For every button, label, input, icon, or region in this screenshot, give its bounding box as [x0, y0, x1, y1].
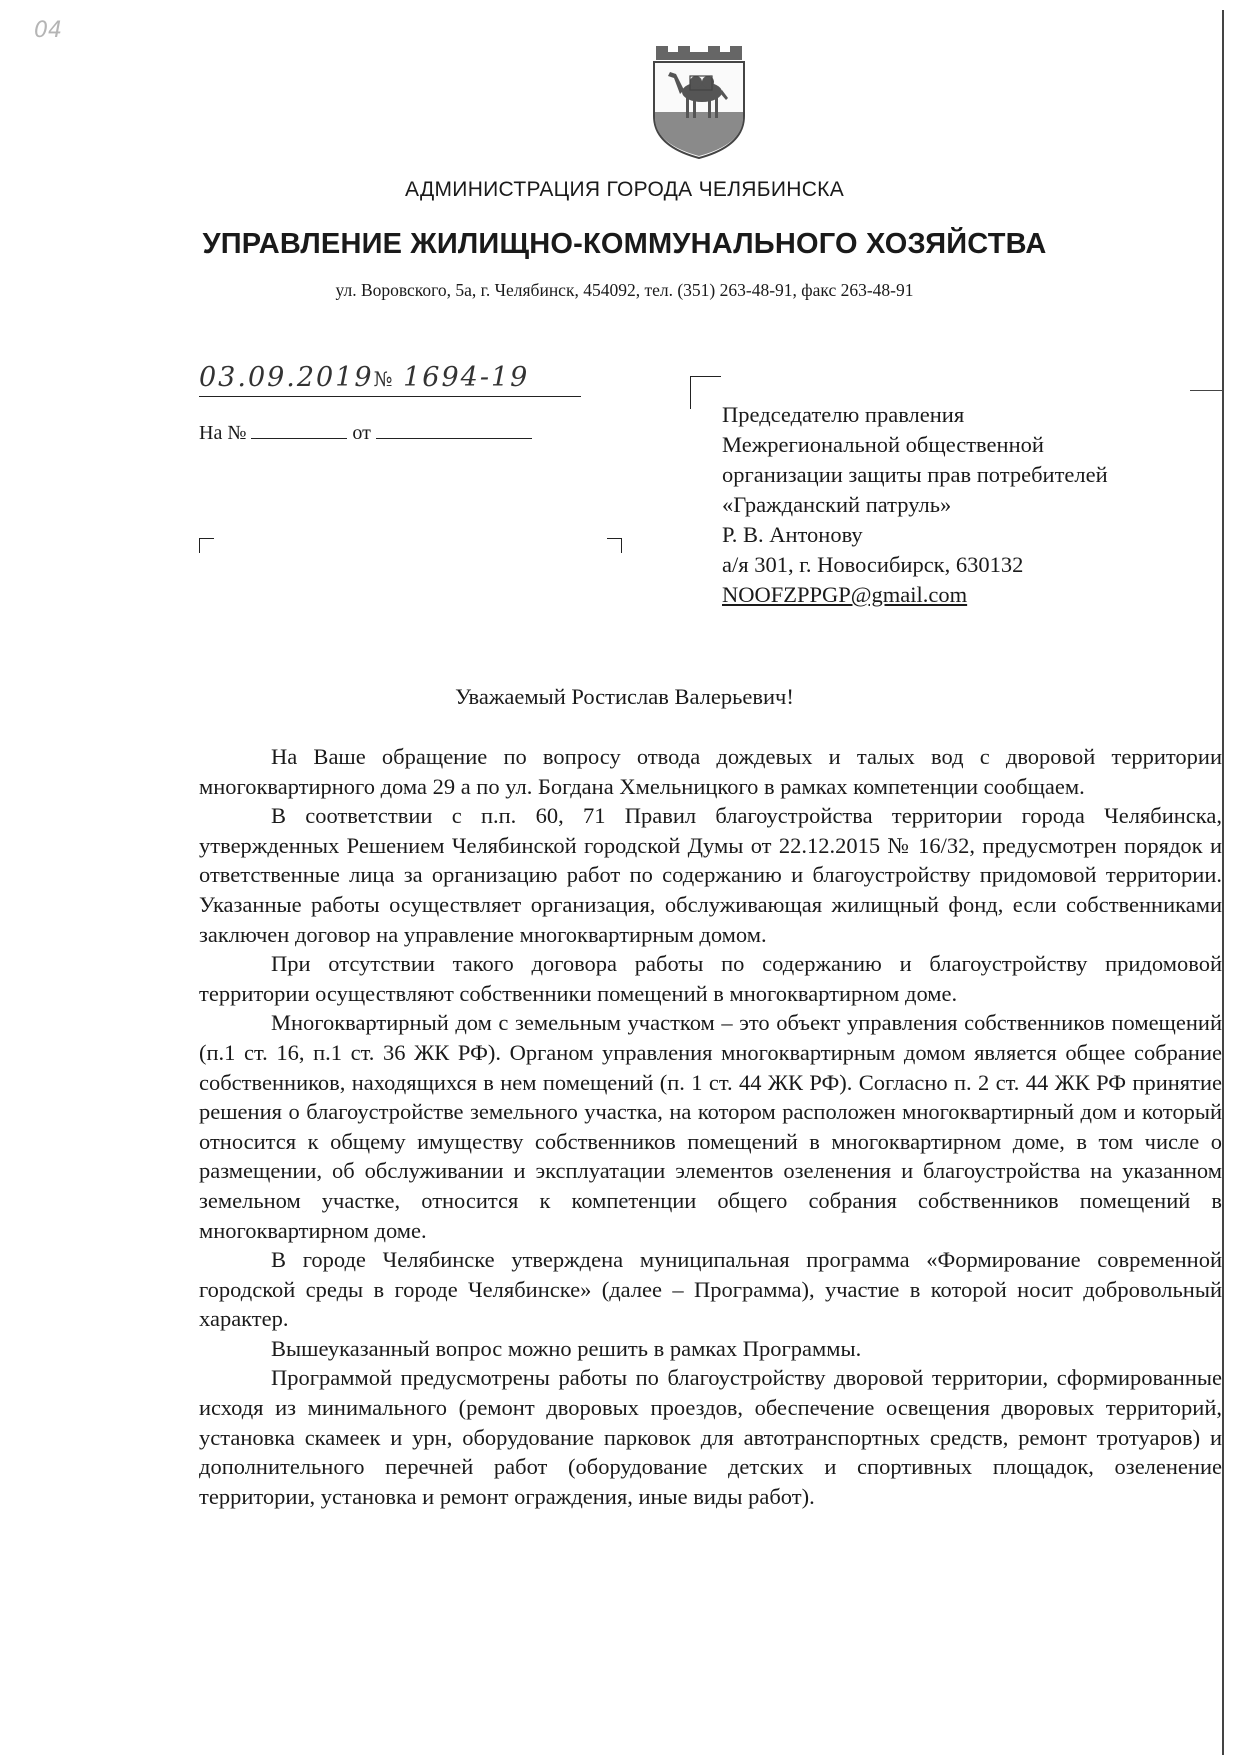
recipient-line: Межрегиональной общественной [722, 432, 1044, 457]
recipient-name: Р. В. Антонову [722, 522, 863, 547]
coat-of-arms-icon [648, 38, 750, 160]
recipient-line: «Гражданский патруль» [722, 492, 952, 517]
subject-bracket-left [199, 538, 214, 553]
department-address: ул. Воровского, 5а, г. Челябинск, 454092, тел. (351) 263-48-91, факс 263-48-91 [335, 280, 914, 300]
recipient-bracket [690, 376, 721, 409]
body-paragraph: Многоквартирный дом с земельным участком – это объект управления собственников помещений (п.1 ст. 16, п.1 ст. 36 ЖК РФ). Органом управления многоквартирным домом является общее собрание собственников, находящихся в нем помещений (п. 1 ст. 44 ЖК РФ). Согласно п. 2 ст. 44 ЖК РФ принятие решения о благоустройстве земельного участка, на котором расположен многоквартирный дом и который относится к общему имуществу собственников помещений в многоквартирном доме, в том числе о размещении, об обслуживании и эксплуатации элементов озеленения и благоустройства на указанном земельном участке, относится к компетенции общего собрания собственников помещений в многоквартирном доме. [199, 1010, 1222, 1243]
body-paragraph: В соответствии с п.п. 60, 71 Правил благоустройства территории города Челябинска, утвержденных Решением Челябинской городской Думы от 22.12.2015 № 16/32, предусмотрен порядок и ответственные лица за организацию работ по содержанию и благоустройству придомовой территории. Указанные работы осуществляет организация, обслуживающая жилищный фонд, если собственниками заключен договор на управление многоквартирным домом. [199, 803, 1222, 947]
body-paragraph: Программой предусмотрены работы по благоустройству дворовой территории, сформированные исходя из минимального (ремонт дворовых проездов, обеспечение освещения дворовых территорий, установка скамеек и урн, оборудование парковок для автотранспортных средств, ремонт тротуаров) и дополнительного перечней работ (оборудование детских и спортивных площадок, озеленение территории, установка и ремонт ограждения, иные виды работ). [199, 1365, 1222, 1509]
outgoing-date: 03.09.2019 [199, 362, 374, 393]
subject-bracket-right [607, 538, 622, 553]
reply-date-blank [376, 420, 532, 439]
letter-body [199, 742, 1222, 1511]
reply-reference-line [199, 420, 532, 445]
recipient-line: организации защиты прав потребителей [722, 462, 1108, 487]
number-sign: № [373, 367, 393, 391]
recipient-postal: а/я 301, г. Новосибирск, 630132 [722, 552, 1024, 577]
reply-date-label: от [352, 422, 371, 444]
outgoing-number: 1694-19 [403, 362, 530, 393]
body-paragraph: Вышеуказанный вопрос можно решить в рамках Программы. [271, 1335, 862, 1361]
department-title: УПРАВЛЕНИЕ ЖИЛИЩНО-КОММУНАЛЬНОГО ХОЗЯЙСТВА [202, 228, 1047, 260]
outgoing-number-line [199, 362, 581, 397]
body-paragraph: В городе Челябинске утверждена муниципальная программа «Формирование современной городской среды в городе Челябинске» (далее – Программа), участие в которой носит добровольный характер. [199, 1247, 1222, 1332]
body-paragraph: На Ваше обращение по вопросу отвода дождевых и талых вод с дворовой территории многоквартирного дома 29 а по ул. Богдана Хмельницкого в рамках компетенции сообщаем. [199, 744, 1222, 799]
body-paragraph: При отсутствии такого договора работы по содержанию и благоустройству придомовой территории осуществляют собственники помещений в многоквартирном доме. [199, 951, 1222, 1006]
salutation: Уважаемый Ростислав Валерьевич! [455, 684, 794, 709]
archive-page-mark: 04 [34, 18, 62, 43]
reply-number-label: На № [199, 422, 247, 444]
recipient-email-link[interactable]: NOOFZPPGP@gmail.com [722, 582, 968, 607]
scan-edge-tick [1190, 390, 1224, 391]
recipient-line: Председателю правления [722, 402, 965, 427]
reply-number-blank [251, 420, 347, 439]
recipient-block [722, 400, 1108, 610]
administration-title: АДМИНИСТРАЦИЯ ГОРОДА ЧЕЛЯБИНСКА [404, 178, 844, 201]
scan-edge-line [1222, 10, 1224, 1755]
